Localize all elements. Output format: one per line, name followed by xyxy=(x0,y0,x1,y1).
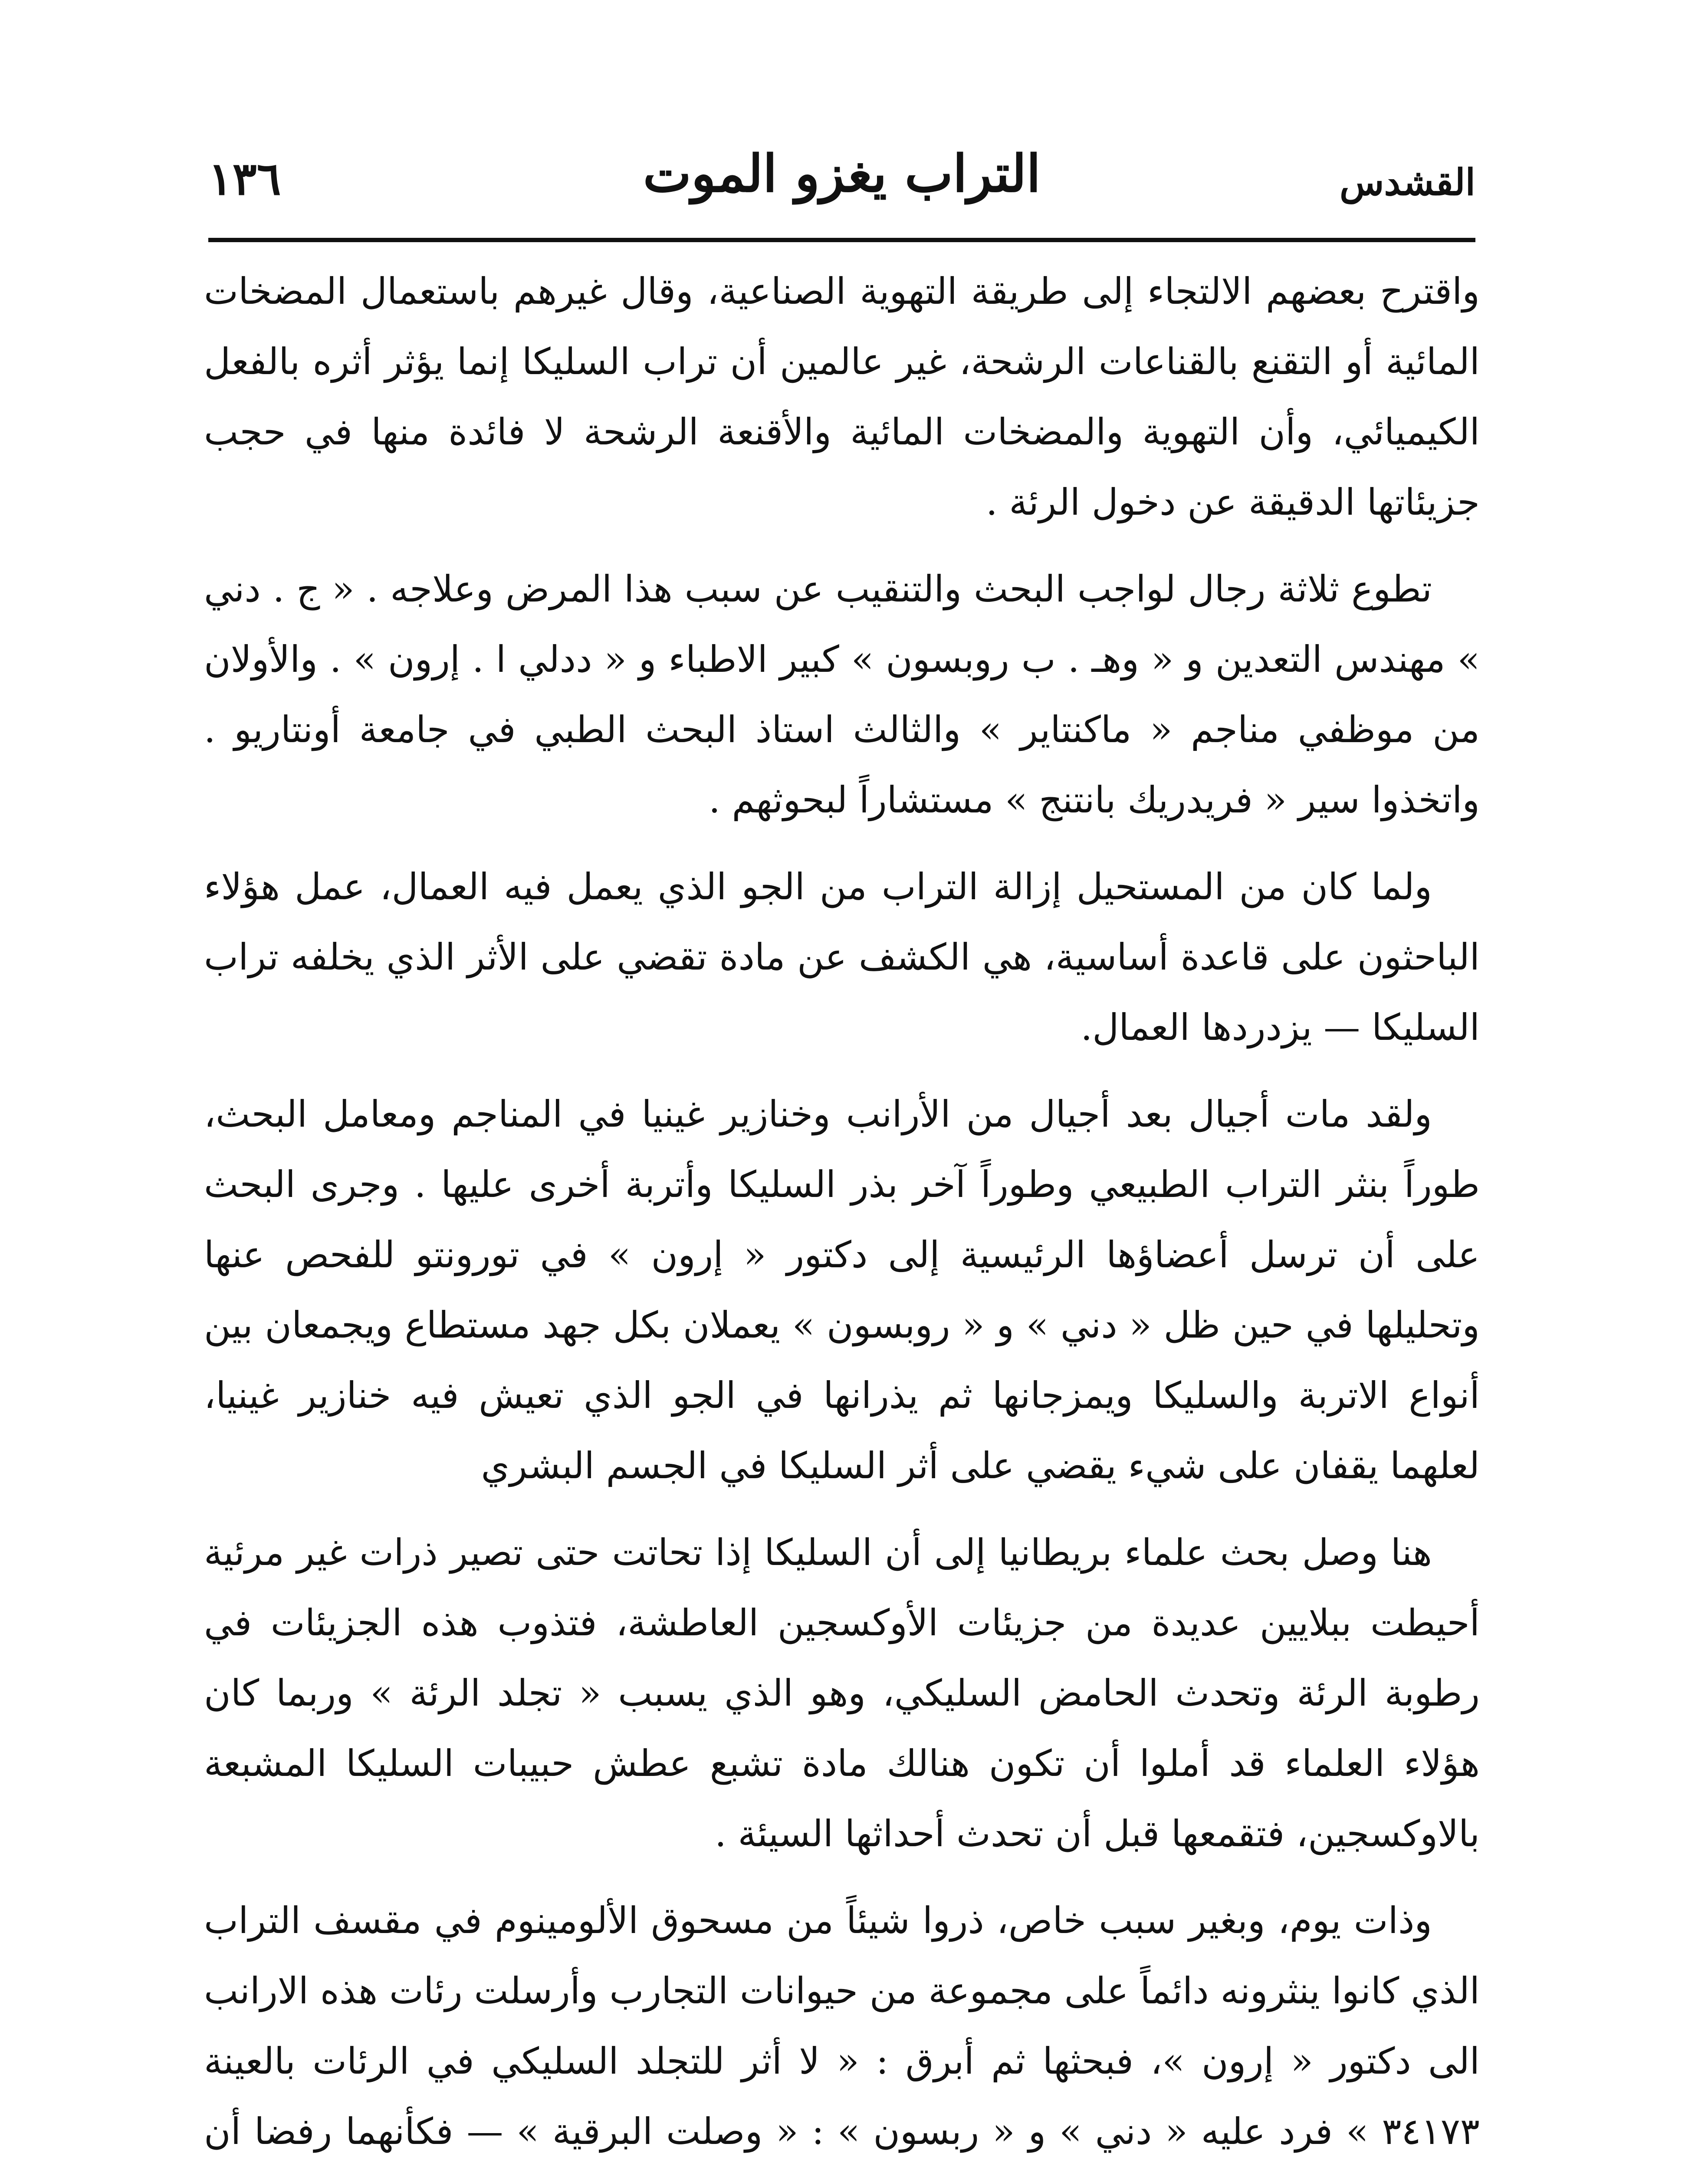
body-text xyxy=(204,256,1480,2170)
book-title: التراب يغزو الموت xyxy=(643,143,1041,204)
header-rule xyxy=(208,238,1475,242)
chapter-title: القشدس xyxy=(1340,161,1475,204)
paragraph-6: وذات يوم، وبغير سبب خاص، ذروا شيئاً من مسحوق الألومينوم في مقسف التراب الذي كانوا ينثرونه دائماً على مجموعة من حيوانات التجارب وأرسلت رئات هذه الارانب الى دكتور « إرون »، فبحثها ثم أبرق : « لا أثر للتجلد السليكي في الرئات بالعينة ٣٤١٧٣ » فرد عليه « دني » و « ربسون » : « وصلت البرقية » — فكأنهما رفضا أن xyxy=(204,1899,1480,2153)
paragraph-1: واقترح بعضهم الالتجاء إلى طريقة التهوية الصناعية، وقال غيرهم باستعمال المضخات المائية أو التقنع بالقناعات الرشحة، غير عالمين أن تراب السليكا إنما يؤثر أثره بالفعل الكيميائي، وأن التهوية والمضخات المائية والأقنعة الرشحة لا فائدة منها في حجب جزيئاتها الدقيقة عن دخول الرئة . xyxy=(204,270,1480,523)
paragraph-2: تطوع ثلاثة رجال لواجب البحث والتنقيب عن سبب هذا المرض وعلاجه . « ج . دني » مهندس التعدين و « وهـ . ب روبسون » كبير الاطباء و « ددلي ا . إرون » . والأولان من موظفي مناجم « ماكنتاير » والثالث استاذ البحث الطبي في جامعة أونتاريو . واتخذوا سير « فريدريك بانتنج » مستشاراً لبحوثهم . xyxy=(204,568,1480,821)
paragraph-5: هنا وصل بحث علماء بريطانيا إلى أن السليكا إذا تحاتت حتى تصير ذرات غير مرئية أحيطت ببلايين عديدة من جزيئات الأوكسجين العاطشة، فتذوب هذه الجزيئات في رطوبة الرئة وتحدث الحامض السليكي، وهو الذي يسبب « تجلد الرئة » وربما كان هؤلاء العلماء قد أملوا أن تكون هنالك مادة تشبع عطش حبيبات السليكا المشبعة بالاوكسجين، فتقمعها قبل أن تحدث أحداثها السيئة . xyxy=(204,1531,1480,1855)
paragraph-3: ولما كان من المستحيل إزالة التراب من الجو الذي يعمل فيه العمال، عمل هؤلاء الباحثون على قاعدة أساسية، هي الكشف عن مادة تقضي على الأثر الذي يخلفه تراب السليكا — يزدردها العمال. xyxy=(204,865,1480,1049)
running-head xyxy=(208,143,1475,230)
paragraph-4: ولقد مات أجيال بعد أجيال من الأرانب وخنازير غينيا في المناجم ومعامل البحث، طوراً بنثر التراب الطبيعي وطوراً آخر بذر السليكا وأتربة أخرى عليها . وجرى البحث على أن ترسل أعضاؤها الرئيسية إلى دكتور « إرون » في تورونتو للفحص عنها وتحليلها في حين ظل « دني » و « روبسون » يعملان بكل جهد مستطاع ويجمعان بين أنواع الاتربة والسليكا ويمزجانها ثم يذرانها في الجو الذي تعيش فيه خنازير غينيا، لعلهما يقفان على شيء يقضي على أثر السليكا في الجسم البشري xyxy=(204,1093,1480,1487)
page-number: ١٣٦ xyxy=(208,152,281,205)
